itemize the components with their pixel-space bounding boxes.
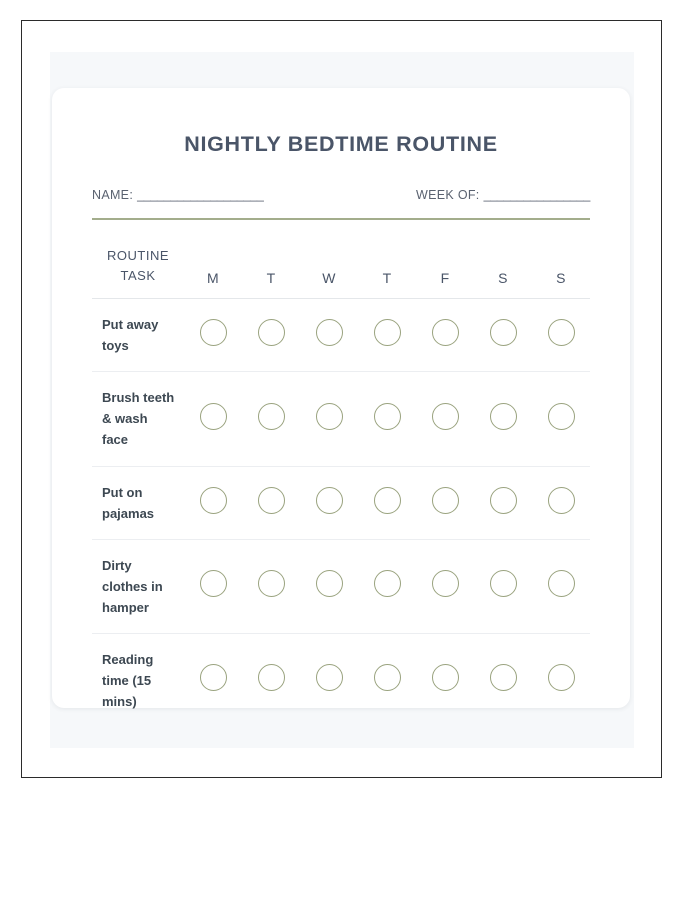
- check-circle-icon[interactable]: [548, 487, 575, 514]
- check-circle-icon[interactable]: [258, 319, 285, 346]
- checkbox-cell[interactable]: [358, 539, 416, 633]
- table-row: [92, 372, 590, 466]
- checkbox-cell[interactable]: [532, 539, 590, 633]
- check-circle-icon[interactable]: [432, 403, 459, 430]
- checkbox-cell[interactable]: [358, 633, 416, 727]
- task-label: Dirty clothes in hamper: [102, 557, 163, 615]
- column-header-routine-task: [92, 246, 184, 299]
- routine-task-header-line1: ROUTINE: [107, 248, 169, 263]
- column-header-day-monday: M: [207, 270, 219, 287]
- table-row: [92, 299, 590, 372]
- checkbox-cell[interactable]: [416, 466, 474, 539]
- check-circle-icon[interactable]: [200, 570, 227, 597]
- checkbox-cell[interactable]: [416, 299, 474, 372]
- check-circle-icon[interactable]: [548, 664, 575, 691]
- checkbox-cell[interactable]: [416, 372, 474, 466]
- checkbox-cell[interactable]: [242, 299, 300, 372]
- table-body: [92, 299, 590, 727]
- checkbox-cell[interactable]: [532, 633, 590, 727]
- checkbox-cell[interactable]: [242, 539, 300, 633]
- column-header-day-tuesday: T: [266, 270, 276, 287]
- checkbox-cell[interactable]: [474, 633, 532, 727]
- check-circle-icon[interactable]: [200, 487, 227, 514]
- check-circle-icon[interactable]: [200, 319, 227, 346]
- check-circle-icon[interactable]: [374, 664, 401, 691]
- check-circle-icon[interactable]: [548, 403, 575, 430]
- checkbox-cell[interactable]: [474, 466, 532, 539]
- checkbox-cell[interactable]: [242, 372, 300, 466]
- checkbox-cell[interactable]: [242, 633, 300, 727]
- check-circle-icon[interactable]: [316, 570, 343, 597]
- check-circle-icon[interactable]: [316, 319, 343, 346]
- checkbox-cell[interactable]: [532, 372, 590, 466]
- checkbox-cell[interactable]: [300, 299, 358, 372]
- check-circle-icon[interactable]: [258, 487, 285, 514]
- table-row: [92, 466, 590, 539]
- checkbox-cell[interactable]: [358, 299, 416, 372]
- check-circle-icon[interactable]: [258, 570, 285, 597]
- routine-sheet-content: [52, 88, 630, 727]
- check-circle-icon[interactable]: [374, 487, 401, 514]
- checkbox-cell[interactable]: [532, 299, 590, 372]
- check-circle-icon[interactable]: [432, 487, 459, 514]
- task-label: Reading time (15 mins): [102, 651, 154, 709]
- check-circle-icon[interactable]: [548, 319, 575, 346]
- column-header-day-wednesday: W: [322, 270, 336, 287]
- checkbox-cell[interactable]: [184, 372, 242, 466]
- table-row: [92, 539, 590, 633]
- check-circle-icon[interactable]: [432, 319, 459, 346]
- table-header: [92, 246, 590, 299]
- check-circle-icon[interactable]: [374, 319, 401, 346]
- checkbox-cell[interactable]: [358, 466, 416, 539]
- check-circle-icon[interactable]: [490, 487, 517, 514]
- checkbox-cell[interactable]: [358, 372, 416, 466]
- check-circle-icon[interactable]: [490, 664, 517, 691]
- week-of-field[interactable]: [416, 188, 590, 202]
- task-label: Brush teeth & wash face: [102, 390, 175, 448]
- column-header-day-friday: F: [440, 270, 450, 287]
- week-of-input-blank[interactable]: ________________: [483, 188, 590, 202]
- routine-task-header-line2: TASK: [120, 268, 156, 284]
- header-divider: [92, 218, 590, 220]
- task-label: Put on pajamas: [102, 484, 155, 521]
- check-circle-icon[interactable]: [316, 664, 343, 691]
- column-header-day-saturday: S: [498, 270, 508, 287]
- check-circle-icon[interactable]: [490, 319, 517, 346]
- name-label: NAME:: [92, 188, 134, 202]
- check-circle-icon[interactable]: [200, 403, 227, 430]
- check-circle-icon[interactable]: [490, 570, 517, 597]
- task-label: Put away toys: [102, 317, 159, 354]
- column-header-day-sunday: S: [556, 270, 566, 287]
- check-circle-icon[interactable]: [432, 570, 459, 597]
- table-header-row: [92, 246, 590, 299]
- checkbox-cell[interactable]: [474, 539, 532, 633]
- checkbox-cell[interactable]: [184, 633, 242, 727]
- week-of-label: WEEK OF:: [416, 188, 480, 202]
- checkbox-cell[interactable]: [242, 466, 300, 539]
- check-circle-icon[interactable]: [374, 403, 401, 430]
- checkbox-cell[interactable]: [474, 372, 532, 466]
- check-circle-icon[interactable]: [258, 403, 285, 430]
- routine-table: [92, 246, 590, 727]
- check-circle-icon[interactable]: [490, 403, 517, 430]
- name-input-blank[interactable]: ___________________: [137, 188, 264, 202]
- name-field[interactable]: [92, 188, 263, 202]
- check-circle-icon[interactable]: [432, 664, 459, 691]
- checkbox-cell[interactable]: [474, 299, 532, 372]
- checkbox-cell[interactable]: [300, 466, 358, 539]
- checkbox-cell[interactable]: [300, 539, 358, 633]
- checkbox-cell[interactable]: [300, 372, 358, 466]
- page-title: NIGHTLY BEDTIME ROUTINE: [184, 132, 498, 156]
- checkbox-cell[interactable]: [184, 299, 242, 372]
- column-header-day-thursday: T: [382, 270, 392, 287]
- check-circle-icon[interactable]: [258, 664, 285, 691]
- checkbox-cell[interactable]: [416, 539, 474, 633]
- check-circle-icon[interactable]: [548, 570, 575, 597]
- checkbox-cell[interactable]: [532, 466, 590, 539]
- checkbox-cell[interactable]: [184, 539, 242, 633]
- checkbox-cell[interactable]: [184, 466, 242, 539]
- check-circle-icon[interactable]: [200, 664, 227, 691]
- check-circle-icon[interactable]: [316, 487, 343, 514]
- meta-fields-row: [92, 188, 590, 202]
- check-circle-icon[interactable]: [316, 403, 343, 430]
- checkbox-cell[interactable]: [416, 633, 474, 727]
- table-row: [92, 633, 590, 727]
- check-circle-icon[interactable]: [374, 570, 401, 597]
- checkbox-cell[interactable]: [300, 633, 358, 727]
